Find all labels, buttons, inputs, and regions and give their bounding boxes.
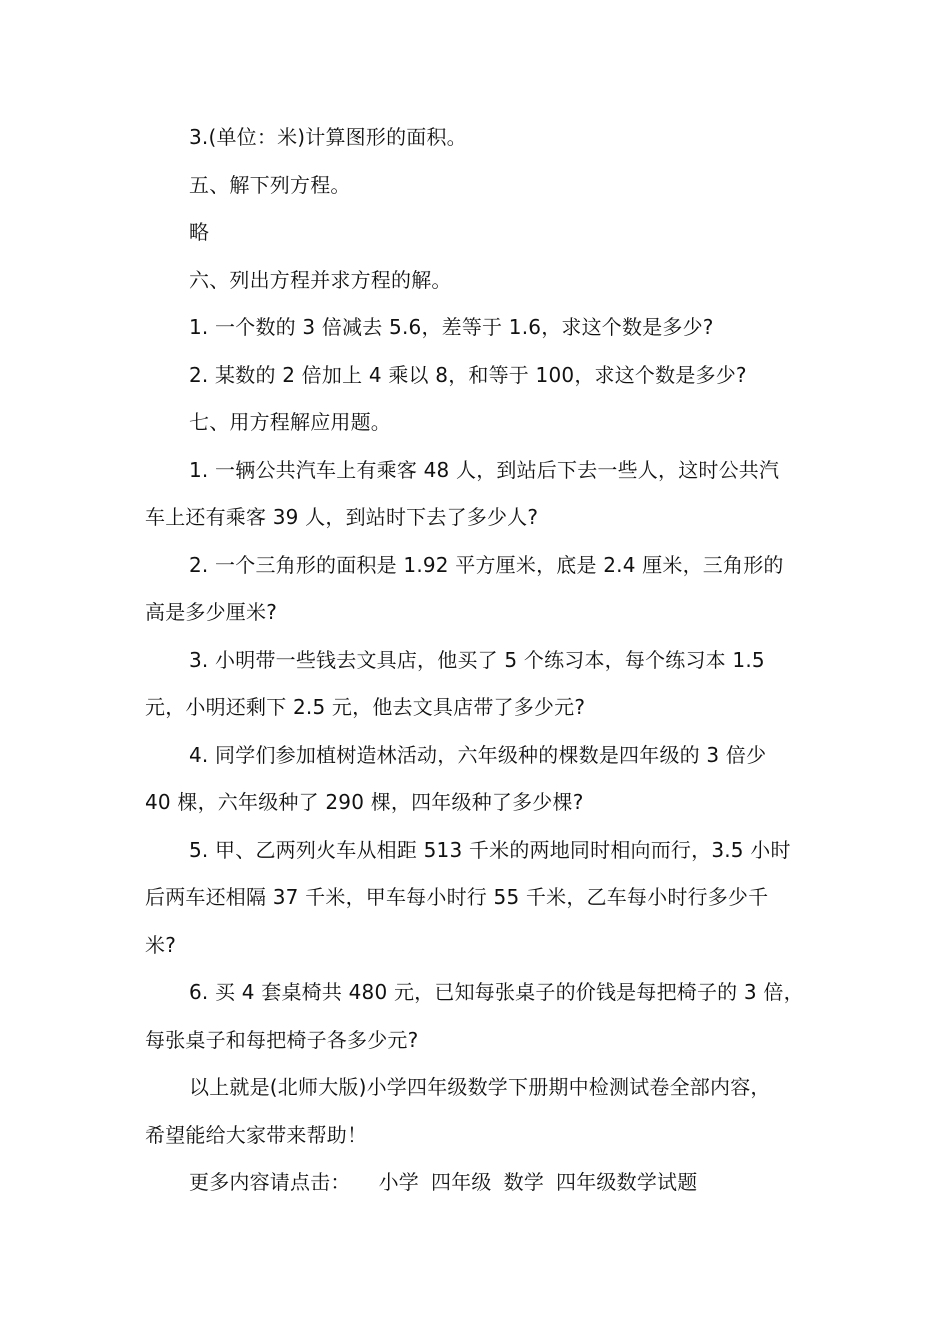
problem-3-line-1: 3. 小明带一些钱去文具店，他买了 5 个练习本，每个练习本 1.5 — [189, 647, 765, 672]
document-body — [145, 114, 810, 1207]
problem-2-line-2: 高是多少厘米? — [145, 600, 278, 624]
section-6-question-2: 2. 某数的 2 倍加上 4 乘以 8，和等于 100，求这个数是多少? — [189, 362, 747, 387]
problem-5-line-2: 后两车还相隔 37 千米，甲车每小时行 55 千米，乙车每小时行多少千 — [145, 885, 769, 909]
link-grade-four[interactable]: 四年级 — [431, 1170, 492, 1194]
link-math[interactable]: 数学 — [503, 1170, 545, 1194]
closing-line-2: 希望能给大家带来帮助！ — [145, 1122, 368, 1147]
section-6-heading: 六、列出方程并求方程的解。 — [189, 267, 452, 292]
closing-line-1: 以上就是(北师大版)小学四年级数学下册期中检测试卷全部内容， — [189, 1075, 771, 1099]
section-5-omitted: 略 — [189, 220, 210, 244]
section-5-heading: 五、解下列方程。 — [189, 172, 351, 197]
more-content-row — [145, 1159, 810, 1207]
section-7-heading: 七、用方程解应用题。 — [189, 410, 391, 434]
problem-1-line-2: 车上还有乘客 39 人，到站时下去了多少人? — [145, 505, 539, 529]
section-6-question-1: 1. 一个数的 3 倍减去 5.6，差等于 1.6，求这个数是多少? — [189, 315, 714, 339]
question-3-area-title: 3.(单位：米)计算图形的面积。 — [189, 125, 467, 149]
problem-6-line-2: 每张桌子和每把椅子各多少元? — [145, 1027, 419, 1052]
problem-5-line-1: 5. 甲、乙两列火车从相距 513 千米的两地同时相向而行，3.5 小时 — [189, 837, 791, 862]
problem-4-line-2: 40 棵，六年级种了 290 棵，四年级种了多少棵? — [145, 790, 584, 814]
more-content-label: 更多内容请点击： — [189, 1170, 351, 1194]
problem-2-line-1: 2. 一个三角形的面积是 1.92 平方厘米，底是 2.4 厘米，三角形的 — [189, 552, 784, 577]
problem-6-line-1: 6. 买 4 套桌椅共 480 元，已知每张桌子的价钱是每把椅子的 3 倍， — [189, 980, 804, 1004]
problem-3-line-2: 元，小明还剩下 2.5 元，他去文具店带了多少元? — [145, 695, 586, 719]
problem-1-line-1: 1. 一辆公共汽车上有乘客 48 人，到站后下去一些人，这时公共汽 — [189, 457, 780, 482]
link-grade-four-math-tests[interactable]: 四年级数学试题 — [556, 1170, 698, 1194]
link-primary-school[interactable]: 小学 — [378, 1170, 420, 1194]
problem-4-line-1: 4. 同学们参加植树造林活动，六年级种的棵数是四年级的 3 倍少 — [189, 742, 767, 767]
problem-5-line-3: 米? — [145, 932, 177, 957]
